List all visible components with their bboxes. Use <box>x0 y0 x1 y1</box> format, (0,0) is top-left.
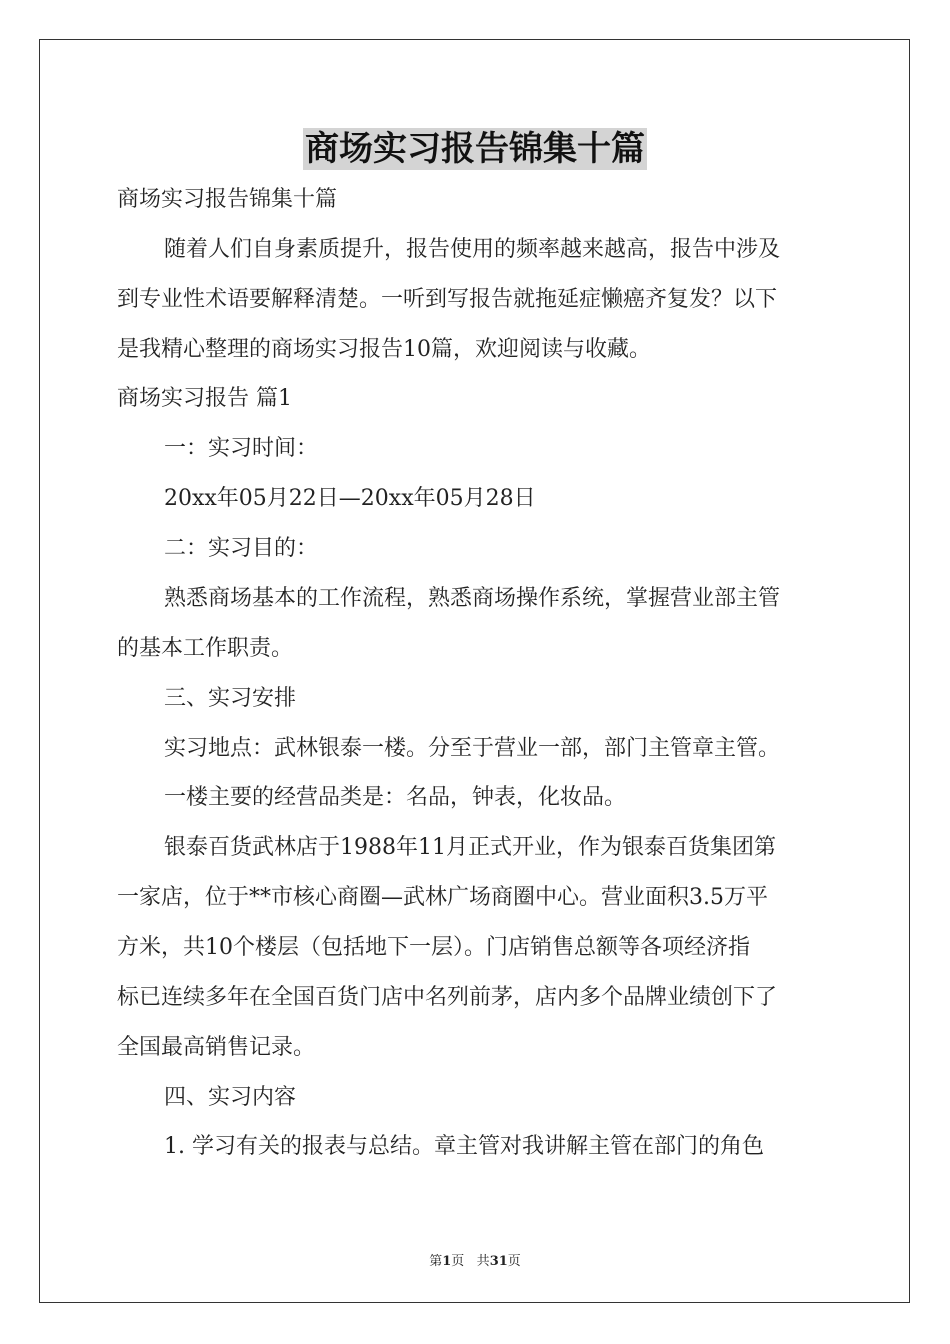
paragraph-line: 三、实习安排 <box>164 686 297 711</box>
footer-total-prefix: 共 <box>476 1254 490 1269</box>
paragraph-line: 标已连续多年在全国百货门店中名列前茅，店内多个品牌业绩创下了 <box>117 985 778 1010</box>
section-heading: 商场实习报告 篇1 <box>117 386 292 411</box>
paragraph-line: 到专业性术语要解释清楚。一听到写报告就拖延症懒癌齐复发？以下 <box>117 287 778 312</box>
paragraph-line: 二：实习目的： <box>164 536 319 561</box>
paragraph-line: 一楼主要的经营品类是：名品，钟表，化妆品。 <box>164 785 627 810</box>
paragraph-line: 实习地点：武林银泰一楼。分至于营业一部，部门主管章主管。 <box>164 736 781 761</box>
paragraph-line: 1. 学习有关的报表与总结。章主管对我讲解主管在部门的角色 <box>164 1134 764 1159</box>
paragraph-line: 熟悉商场基本的工作流程，熟悉商场操作系统，掌握营业部主管 <box>164 586 781 611</box>
paragraph-line: 是我精心整理的商场实习报告10篇，欢迎阅读与收藏。 <box>117 337 651 362</box>
paragraph-line: 20xx年05月22日—20xx年05月28日 <box>164 486 536 511</box>
page-footer <box>0 1250 950 1269</box>
subtitle-line: 商场实习报告锦集十篇 <box>117 187 338 212</box>
paragraph-line: 的基本工作职责。 <box>117 636 294 661</box>
document-title: 商场实习报告锦集十篇 <box>305 129 645 169</box>
paragraph-line: 一：实习时间： <box>164 436 319 461</box>
paragraph-line: 方米，共10个楼层（包括地下一层）。门店销售总额等各项经济指 <box>117 935 750 960</box>
paragraph-line: 全国最高销售记录。 <box>117 1035 316 1060</box>
footer-page-prefix: 第 <box>429 1254 443 1269</box>
footer-total-pages: 31 <box>489 1254 508 1269</box>
footer-page-number: 1 <box>442 1254 452 1269</box>
paragraph-line: 一家店，位于**市核心商圈—武林广场商圈中心。营业面积3.5万平 <box>117 885 768 910</box>
paragraph-line: 随着人们自身素质提升，报告使用的频率越来越高，报告中涉及 <box>164 237 781 262</box>
footer-total-suffix: 页 <box>507 1254 521 1269</box>
footer-page-suffix: 页 <box>451 1254 465 1269</box>
paragraph-line: 银泰百货武林店于1988年11月正式开业，作为银泰百货集团第 <box>164 835 776 860</box>
title-container <box>0 128 950 170</box>
paragraph-line: 四、实习内容 <box>164 1085 297 1110</box>
page-border <box>39 39 910 1303</box>
